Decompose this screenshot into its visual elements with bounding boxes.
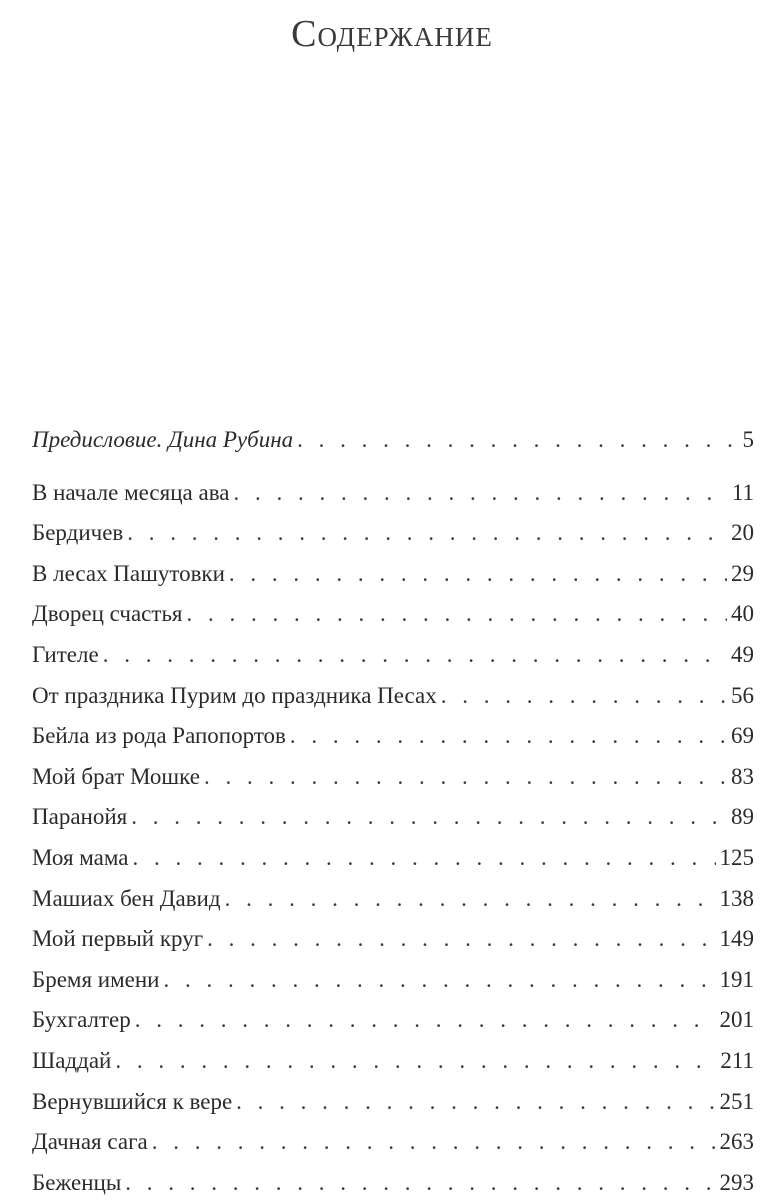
toc-entry (32, 1000, 754, 1041)
toc-entry (32, 838, 754, 879)
toc-entry-page: 211 (720, 1047, 754, 1073)
toc-entry-title: Дачная сага (32, 1129, 148, 1155)
toc-entry-title: В лесах Пашутовки (32, 560, 225, 586)
dot-leader (441, 676, 727, 717)
dot-leader (131, 797, 727, 838)
toc-entry (32, 513, 754, 554)
toc-entry-page: 49 (731, 641, 754, 667)
toc-entry (32, 1082, 754, 1123)
toc-entry-page: 263 (719, 1129, 754, 1155)
toc-entry-title: Гителе (32, 641, 99, 667)
toc-entry-title: Мой брат Мошке (32, 763, 200, 789)
toc-entry (32, 554, 754, 595)
dot-leader (125, 1163, 715, 1203)
toc-entry-page: 83 (731, 763, 754, 789)
toc-entry-page: 29 (731, 560, 754, 586)
toc-entry-title: Моя мама (32, 844, 129, 870)
dot-leader (233, 473, 727, 514)
toc-entry (32, 635, 754, 676)
toc-entry-title: Бухгалтер (32, 1007, 131, 1033)
toc-entry-page: 40 (731, 601, 754, 627)
toc-entry-title: В начале месяца ава (32, 479, 230, 505)
dot-leader (135, 1000, 716, 1041)
toc-entry-title: Мой первый круг (32, 926, 204, 952)
page-title: Содержание (291, 13, 493, 55)
toc-entry-page: 251 (719, 1088, 754, 1114)
toc-entry (32, 473, 754, 514)
table-of-contents (32, 420, 754, 1203)
toc-entry-page: 138 (719, 885, 754, 911)
toc-entry (32, 797, 754, 838)
toc-entry-page: 125 (719, 844, 754, 870)
dot-leader (164, 960, 716, 1001)
dot-leader (103, 635, 727, 676)
toc-entry-title: Беженцы (32, 1169, 122, 1195)
dot-leader (229, 554, 727, 595)
toc-entry-page: 149 (719, 926, 754, 952)
dot-leader (132, 838, 715, 879)
dot-leader (225, 879, 716, 920)
toc-entry (32, 1122, 754, 1163)
toc-entry (32, 676, 754, 717)
toc-entry-page: 69 (731, 723, 754, 749)
dot-leader (290, 716, 727, 757)
toc-entry-title: Предисловие. Дина Рубина (32, 427, 294, 452)
toc-entry-page: 201 (719, 1007, 754, 1033)
dot-leader (297, 420, 738, 461)
dot-leader (127, 513, 727, 554)
dot-leader (115, 1041, 716, 1082)
toc-entry-title: Бердичев (32, 520, 124, 546)
toc-entry-page: 293 (719, 1169, 754, 1195)
toc-entry-preface (32, 420, 754, 461)
dot-leader (204, 757, 727, 798)
dot-leader (187, 594, 727, 635)
toc-entry (32, 879, 754, 920)
toc-entry (32, 716, 754, 757)
toc-entry-page: 20 (731, 520, 754, 546)
dot-leader (207, 919, 715, 960)
toc-entry-title: От праздника Пурим до праздника Песах (32, 682, 437, 708)
toc-entry-title: Машиах бен Давид (32, 885, 221, 911)
toc-entry-title: Паранойя (32, 804, 128, 830)
toc-entry-page: 5 (742, 427, 754, 452)
toc-entry-page: 56 (731, 682, 754, 708)
toc-entry (32, 960, 754, 1001)
toc-entry (32, 757, 754, 798)
toc-entry (32, 594, 754, 635)
dot-leader (152, 1122, 716, 1163)
toc-entry-page: 191 (719, 966, 754, 992)
toc-entry-title: Дворец счастья (32, 601, 183, 627)
toc-entry-page: 11 (731, 479, 754, 505)
toc-entry (32, 919, 754, 960)
toc-entry-page: 89 (731, 804, 754, 830)
toc-entry (32, 1041, 754, 1082)
toc-entry-title: Бремя имени (32, 966, 160, 992)
toc-entry-title: Шаддай (32, 1047, 112, 1073)
toc-entry (32, 1163, 754, 1203)
toc-entry-title: Бейла из рода Рапопортов (32, 723, 286, 749)
dot-leader (236, 1082, 715, 1123)
toc-entry-title: Вернувшийся к вере (32, 1088, 233, 1114)
